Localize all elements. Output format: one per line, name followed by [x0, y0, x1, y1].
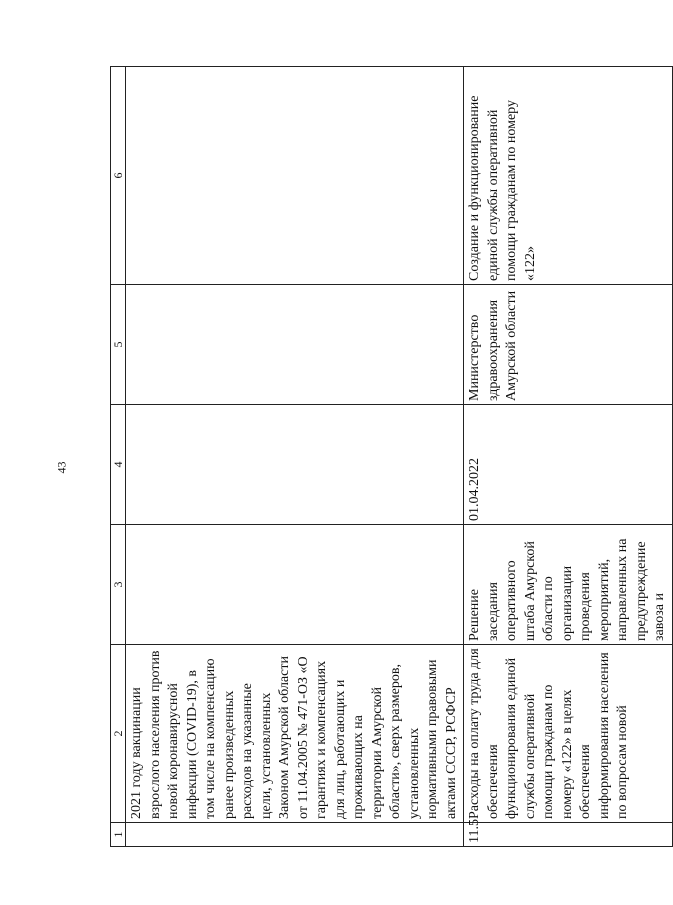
table-row	[126, 67, 464, 847]
row1-description-cell	[126, 645, 464, 823]
row1-executor-cell	[126, 285, 464, 405]
row2-executor-text: Министерство здравоохранения Амурской области	[467, 290, 519, 401]
page-number: 43	[54, 461, 69, 474]
row2-date-text: 01.04.2022	[467, 458, 482, 521]
row2-result-text: Создание и функционирование единой службы оперативной помощи гражданам по номеру «122»	[467, 95, 538, 281]
rotated-table-page	[110, 67, 667, 847]
row2-date-cell	[464, 405, 673, 525]
row1-basis-cell	[126, 525, 464, 645]
row2-result-cell	[464, 67, 673, 285]
row1-date-cell	[126, 405, 464, 525]
measures-table	[110, 66, 673, 847]
header-cell-6: 6	[111, 67, 126, 285]
row1-result-cell	[126, 67, 464, 285]
row1-description-text: 2021 году вакцинации взрослого населения против новой коронавирусной инфекции (COVID-19), в том числе на компенсацию ранее произведенных расходов на указанные цели, установленных Законом Амурской области от 11.04.2005 № 471-ОЗ «О гарантиях и компенсациях для лиц, работающих и проживающих на территории Амурской области», сверх размеров, установленных нормативными правовыми актами СССР, РСФСР	[129, 650, 459, 819]
row2-description-text: Расходы на оплату труда для обеспечения функционирования единой службы оперативной помощи гражданам по номеру «122» в целях обеспечения информирования населения по вопросам новой	[467, 648, 630, 819]
row2-executor-cell	[464, 285, 673, 405]
header-cell-2: 2	[111, 645, 126, 823]
row2-basis-cell	[464, 525, 673, 645]
header-cell-4: 4	[111, 405, 126, 525]
header-cell-3: 3	[111, 525, 126, 645]
header-row	[111, 67, 126, 847]
header-cell-5: 5	[111, 285, 126, 405]
row2-number-cell	[464, 819, 673, 847]
row2-basis-text: Решение заседания оперативного штаба Амурской области по организации проведения мероприятий, направленных на предупреждение завоза и	[467, 538, 667, 641]
table-row	[464, 67, 673, 847]
row2-description-cell	[464, 645, 673, 823]
row1-number-cell	[126, 823, 464, 847]
header-cell-1: 1	[111, 823, 126, 847]
row2-number-text: 11.5	[467, 819, 482, 843]
